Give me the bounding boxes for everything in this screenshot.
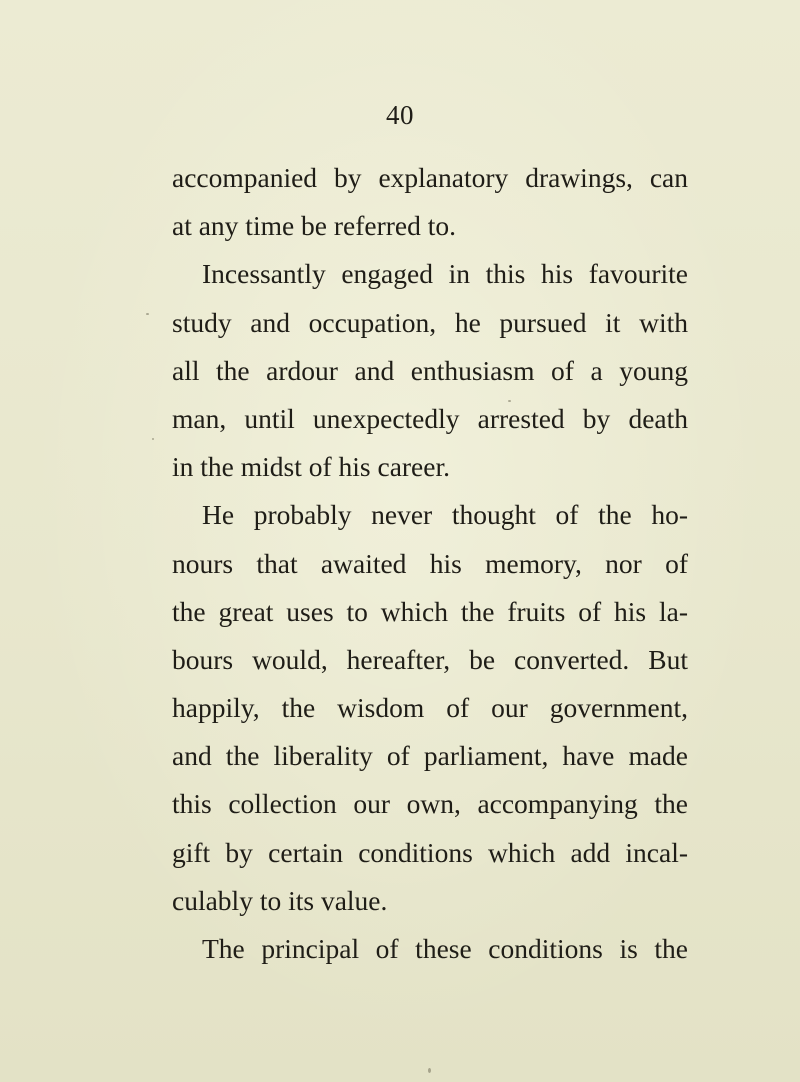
text-line: this collection our own, accompanying the	[172, 788, 688, 820]
text-line: all the ardour and enthusiasm of a young	[172, 354, 688, 386]
paper-speck	[146, 313, 149, 315]
text-line: man, until unexpectedly arrested by death	[172, 402, 688, 434]
paper-speck	[508, 400, 511, 402]
text-line: accompanied by explanatory drawings, can	[172, 162, 688, 193]
text-line: in the midst of his career.	[172, 451, 450, 483]
page-number: 40	[386, 100, 414, 130]
paper-speck	[152, 438, 154, 440]
text-line: at any time be referred to.	[172, 210, 457, 242]
text-line: nours that awaited his memory, nor of	[172, 547, 688, 579]
body-text	[172, 154, 688, 973]
text-line: He probably never thought of the ho-	[202, 499, 688, 531]
text-line: the great uses to which the fruits of his la-	[172, 595, 688, 627]
text-line: and the liberality of parliament, have made	[172, 740, 688, 772]
text-line: happily, the wisdom of our government,	[172, 692, 688, 724]
text-line: gift by certain conditions which add incal-	[172, 836, 688, 868]
text-line: culably to its value.	[172, 884, 388, 916]
paper-speck	[428, 1068, 431, 1073]
text-line: The principal of these conditions is the	[202, 933, 688, 964]
text-line: bours would, hereafter, be converted. But	[172, 643, 688, 675]
text-line: study and occupation, he pursued it with	[172, 306, 688, 338]
text-line: Incessantly engaged in this his favourite	[202, 258, 688, 290]
